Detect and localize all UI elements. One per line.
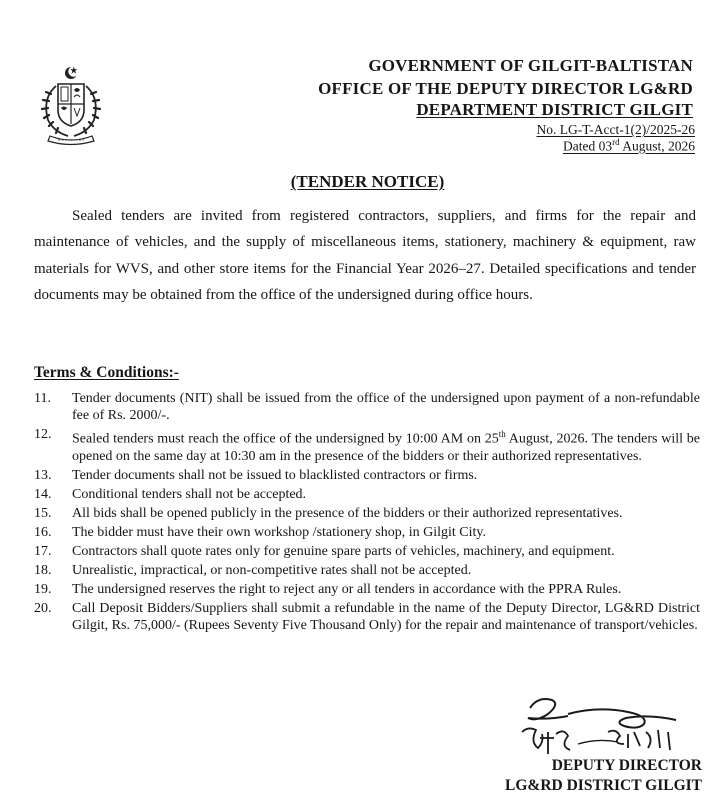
date-prefix: Dated 03 bbox=[563, 138, 613, 154]
term-item bbox=[34, 505, 700, 522]
signatory-title: DEPUTY DIRECTOR bbox=[551, 757, 702, 774]
term-text-part: August, 2026. The tenders will be opened on the same day at 10:30 am in the presence of the bidders or their authorized representatives. bbox=[72, 431, 701, 464]
term-number: 16. bbox=[34, 524, 52, 540]
term-item bbox=[34, 543, 700, 560]
term-text-ordinal: th bbox=[498, 429, 506, 439]
term-number: 19. bbox=[34, 581, 52, 597]
header-office: OFFICE OF THE DEPUTY DIRECTOR LG&RD bbox=[318, 79, 693, 98]
term-text: All bids shall be opened publicly in the presence of the bidders or their authorized representatives. bbox=[72, 505, 623, 521]
term-number: 17. bbox=[34, 543, 52, 559]
terms-list bbox=[34, 390, 700, 636]
term-text-part: Sealed tenders must reach the office of the undersigned by 10:00 AM on 25 bbox=[72, 431, 499, 447]
term-number: 11. bbox=[34, 391, 51, 406]
header-department: DEPARTMENT DISTRICT GILGIT bbox=[416, 100, 693, 119]
date-suffix: August, 2026 bbox=[619, 138, 695, 154]
signatory-office: LG&RD DISTRICT GILGIT bbox=[505, 777, 702, 794]
term-number: 12. bbox=[34, 427, 52, 442]
term-text: Unrealistic, impractical, or non-competitive rates shall not be accepted. bbox=[72, 562, 472, 578]
term-item bbox=[34, 600, 700, 634]
notice-title: (TENDER NOTICE) bbox=[290, 172, 445, 191]
handwritten-signature bbox=[508, 688, 688, 768]
term-text: Tender documents shall not be issued to blacklisted contractors or firms. bbox=[72, 467, 478, 483]
term-text: The bidder must have their own workshop /stationery shop, in Gilgit City. bbox=[72, 524, 486, 540]
government-emblem-icon bbox=[36, 64, 106, 146]
term-number: 14. bbox=[34, 486, 52, 502]
notice-date bbox=[563, 137, 695, 155]
term-text bbox=[72, 426, 700, 465]
term-number: 15. bbox=[34, 505, 52, 521]
date-ordinal: rd bbox=[612, 137, 620, 147]
intro-paragraph: Sealed tenders are invited from registered contractors, suppliers, and firms for the repair and maintenance of vehicles, and the supply of miscellaneous items, stationery, machinery & equipment, raw materials for WVS, and other store items for the Financial Year 2026–27. Detailed specifications and tender documents may be obtained from the office of the undersigned during office hours. bbox=[34, 208, 696, 304]
term-item bbox=[34, 524, 700, 541]
terms-heading: Terms & Conditions:- bbox=[34, 364, 179, 381]
term-item bbox=[34, 426, 700, 465]
term-text: Call Deposit Bidders/Suppliers shall submit a refundable in the name of the Deputy Director, LG&RD District Gilgit, Rs. 75,000/- (Rupees Seventy Five Thousand Only) for the repair and maintenance of transport/vehicles. bbox=[72, 600, 700, 633]
term-number: 20. bbox=[34, 600, 52, 616]
term-text: Conditional tenders shall not be accepted. bbox=[72, 486, 307, 502]
term-text: The undersigned reserves the right to reject any or all tenders in accordance with the PPRA Rules. bbox=[72, 581, 622, 597]
term-item bbox=[34, 562, 700, 579]
header-government: GOVERNMENT OF GILGIT-BALTISTAN bbox=[368, 56, 693, 75]
reference-number: No. LG-T-Acct-1(2)/2025-26 bbox=[536, 122, 695, 137]
term-item bbox=[34, 581, 700, 598]
term-item bbox=[34, 486, 700, 503]
term-number: 13. bbox=[34, 467, 52, 483]
term-text: Tender documents (NIT) shall be issued from the office of the undersigned upon payment of a non-refundable fee of Rs. 2000/-. bbox=[72, 391, 700, 423]
term-number: 18. bbox=[34, 562, 52, 578]
term-text: Contractors shall quote rates only for genuine spare parts of vehicles, machinery, and equipment. bbox=[72, 543, 615, 559]
term-item bbox=[34, 390, 700, 424]
term-item bbox=[34, 467, 700, 484]
